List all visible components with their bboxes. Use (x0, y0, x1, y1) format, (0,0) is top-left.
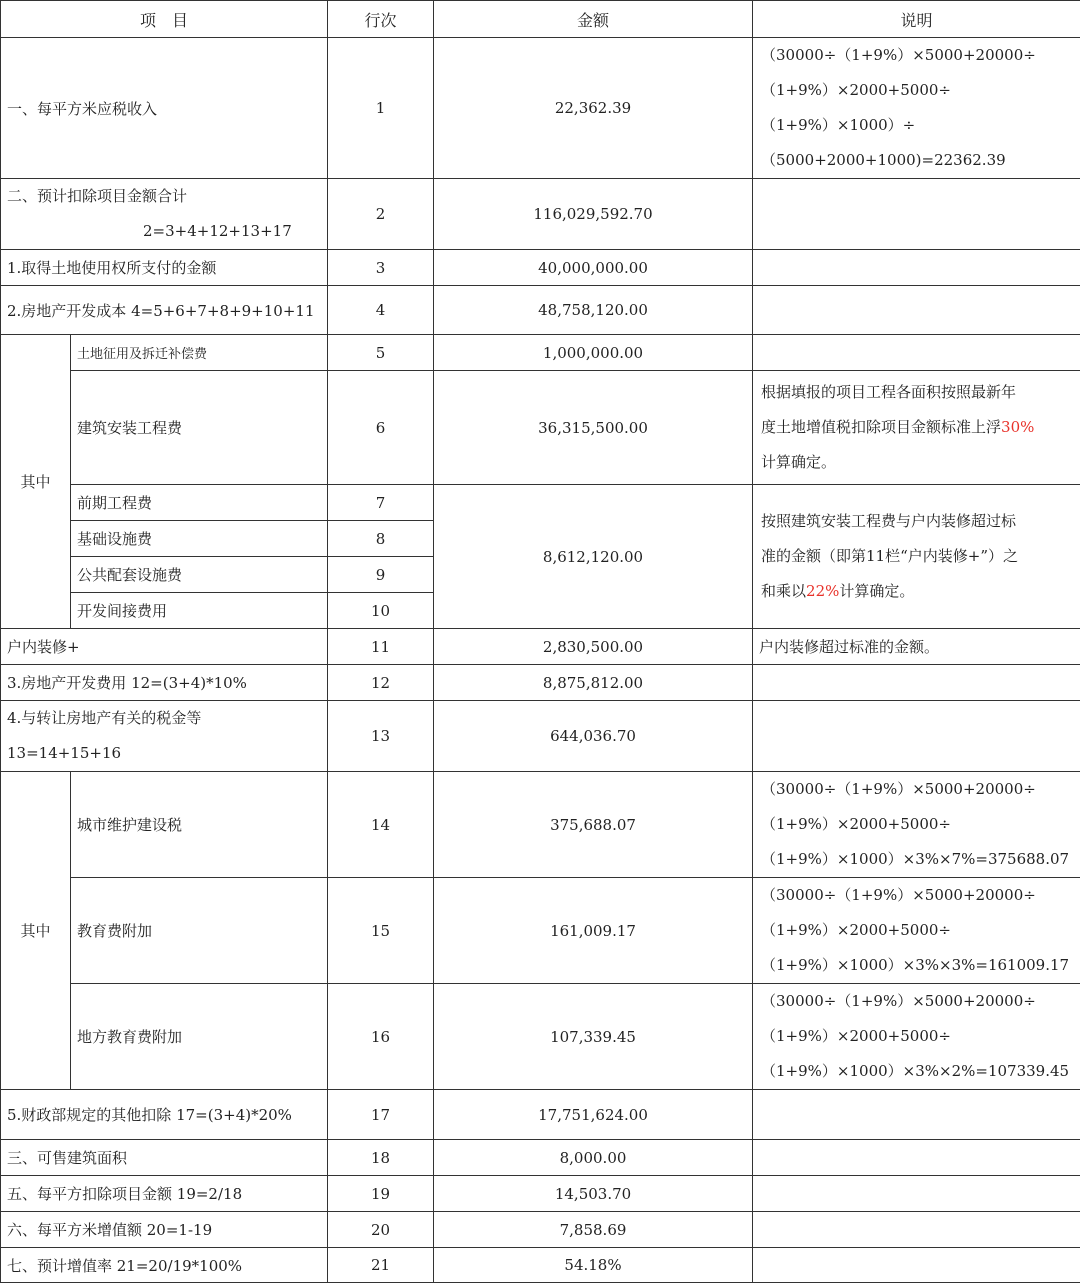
row-desc (753, 701, 1080, 772)
row-desc (753, 286, 1080, 335)
row-no: 4 (328, 286, 434, 335)
row-amount: 8,000.00 (434, 1140, 753, 1176)
desc-line: （1+9%）×1000）×3%×3%=161009.17 (761, 948, 1072, 983)
row-label: 公共配套设施费 (71, 557, 328, 593)
row-label-text: 二、预计扣除项目金额合计 (7, 179, 321, 214)
row-amount: 48,758,120.00 (434, 286, 753, 335)
row-no: 14 (328, 772, 434, 878)
row-no: 13 (328, 701, 434, 772)
table-row (1, 179, 1080, 250)
row-label: 土地征用及拆迁补偿费 (71, 335, 328, 371)
header-desc: 说明 (753, 1, 1080, 38)
row-desc (753, 371, 1080, 485)
table-header-row (1, 1, 1080, 38)
row-label: 建筑安装工程费 (71, 371, 328, 485)
row-label: 2.房地产开发成本 4=5+6+7+8+9+10+11 (1, 286, 328, 335)
row-desc (753, 1140, 1080, 1176)
row-amount: 2,830,500.00 (434, 629, 753, 665)
row-label (1, 179, 328, 250)
row-desc (753, 665, 1080, 701)
row-label: 三、可售建筑面积 (1, 1140, 328, 1176)
desc-highlight: 30% (1001, 418, 1034, 436)
desc-line: （1+9%）×2000+5000÷ (761, 73, 1072, 108)
table-row (1, 1140, 1080, 1176)
row-label: 六、每平方米增值额 20=1-19 (1, 1212, 328, 1248)
table-row (1, 286, 1080, 335)
row-label (1, 701, 328, 772)
row-no: 11 (328, 629, 434, 665)
row-no: 10 (328, 593, 434, 629)
table-row (1, 772, 1080, 878)
row-no: 21 (328, 1248, 434, 1283)
row-desc (753, 984, 1080, 1090)
desc-line: （30000÷（1+9%）×5000+20000÷ (761, 878, 1072, 913)
table-row (1, 984, 1080, 1090)
table-row (1, 1212, 1080, 1248)
row-desc (753, 179, 1080, 250)
row-desc: 户内装修超过标准的金额。 (753, 629, 1080, 665)
row-no: 1 (328, 38, 434, 179)
row-no: 5 (328, 335, 434, 371)
row-label: 地方教育费附加 (71, 984, 328, 1090)
row-label: 开发间接费用 (71, 593, 328, 629)
row-desc (753, 250, 1080, 286)
row-amount: 17,751,624.00 (434, 1090, 753, 1140)
table-row (1, 250, 1080, 286)
table-row (1, 878, 1080, 984)
row-no: 20 (328, 1212, 434, 1248)
row-label: 一、每平方米应税收入 (1, 38, 328, 179)
row-no: 15 (328, 878, 434, 984)
row-desc (753, 38, 1080, 179)
row-label: 1.取得土地使用权所支付的金额 (1, 250, 328, 286)
desc-line: （1+9%）×1000）÷ (761, 108, 1072, 143)
row-label: 五、每平方扣除项目金额 19=2/18 (1, 1176, 328, 1212)
row-desc (753, 1090, 1080, 1140)
desc-line (761, 410, 1072, 445)
row-amount: 54.18% (434, 1248, 753, 1283)
row-desc (753, 1212, 1080, 1248)
row-amount: 1,000,000.00 (434, 335, 753, 371)
row-label: 七、预计增值率 21=20/19*100% (1, 1248, 328, 1283)
row-amount: 375,688.07 (434, 772, 753, 878)
row-label: 前期工程费 (71, 485, 328, 521)
row-amount: 116,029,592.70 (434, 179, 753, 250)
desc-line: 根据填报的项目工程各面积按照最新年 (761, 375, 1072, 410)
row-no: 17 (328, 1090, 434, 1140)
desc-text: 度土地增值税扣除项目金额标准上浮 (761, 418, 1001, 436)
row-label: 教育费附加 (71, 878, 328, 984)
row-amount: 161,009.17 (434, 878, 753, 984)
row-no: 6 (328, 371, 434, 485)
row-no: 3 (328, 250, 434, 286)
desc-line: 准的金额（即第11栏“户内装修+”）之 (761, 539, 1072, 574)
desc-line: 计算确定。 (761, 445, 1072, 480)
row-amount: 40,000,000.00 (434, 250, 753, 286)
desc-line: （1+9%）×1000）×3%×2%=107339.45 (761, 1054, 1072, 1089)
row-desc (753, 335, 1080, 371)
row-amount: 7,858.69 (434, 1212, 753, 1248)
table-row (1, 485, 1080, 521)
table-row (1, 335, 1080, 371)
table-row (1, 1248, 1080, 1283)
table-row (1, 701, 1080, 772)
row-label: 5.财政部规定的其他扣除 17=(3+4)*20% (1, 1090, 328, 1140)
table-row (1, 1176, 1080, 1212)
row-label-text: 4.与转让房地产有关的税金等 (7, 701, 321, 736)
group-label-1: 其中 (1, 335, 71, 629)
row-amount: 36,315,500.00 (434, 371, 753, 485)
row-no: 9 (328, 557, 434, 593)
row-desc (753, 1176, 1080, 1212)
desc-line (761, 574, 1072, 609)
row-no: 16 (328, 984, 434, 1090)
header-amount: 金额 (434, 1, 753, 38)
row-no: 7 (328, 485, 434, 521)
desc-line: （1+9%）×2000+5000÷ (761, 807, 1072, 842)
header-row-no: 行次 (328, 1, 434, 38)
row-desc (753, 772, 1080, 878)
row-amount: 22,362.39 (434, 38, 753, 179)
table-row (1, 371, 1080, 485)
desc-line: （30000÷（1+9%）×5000+20000÷ (761, 38, 1072, 73)
desc-line: （30000÷（1+9%）×5000+20000÷ (761, 984, 1072, 1019)
row-desc (753, 1248, 1080, 1283)
desc-line: （1+9%）×2000+5000÷ (761, 913, 1072, 948)
table-row (1, 629, 1080, 665)
row-amount: 8,612,120.00 (434, 485, 753, 629)
group-label-2: 其中 (1, 772, 71, 1090)
row-label: 户内装修+ (1, 629, 328, 665)
desc-line: （30000÷（1+9%）×5000+20000÷ (761, 772, 1072, 807)
row-no: 19 (328, 1176, 434, 1212)
row-desc (753, 485, 1080, 629)
table-row (1, 38, 1080, 179)
row-amount: 14,503.70 (434, 1176, 753, 1212)
row-no: 2 (328, 179, 434, 250)
row-no: 12 (328, 665, 434, 701)
row-desc (753, 878, 1080, 984)
desc-line: （5000+2000+1000)=22362.39 (761, 143, 1072, 178)
row-formula: 13=14+15+16 (7, 736, 321, 771)
row-label: 城市维护建设税 (71, 772, 328, 878)
table-row (1, 1090, 1080, 1140)
desc-line: （1+9%）×2000+5000÷ (761, 1019, 1072, 1054)
row-no: 18 (328, 1140, 434, 1176)
row-amount: 644,036.70 (434, 701, 753, 772)
row-no: 8 (328, 521, 434, 557)
desc-line: （1+9%）×1000）×3%×7%=375688.07 (761, 842, 1072, 877)
row-formula: 2=3+4+12+13+17 (7, 214, 321, 249)
desc-text: 和乘以 (761, 582, 806, 600)
row-amount: 8,875,812.00 (434, 665, 753, 701)
row-amount: 107,339.45 (434, 984, 753, 1090)
header-item: 项 目 (1, 1, 328, 38)
table-row (1, 665, 1080, 701)
row-label: 基础设施费 (71, 521, 328, 557)
row-label: 3.房地产开发费用 12=(3+4)*10% (1, 665, 328, 701)
desc-text: 计算确定。 (839, 582, 914, 600)
desc-highlight: 22% (806, 582, 839, 600)
desc-line: 按照建筑安装工程费与户内装修超过标 (761, 504, 1072, 539)
